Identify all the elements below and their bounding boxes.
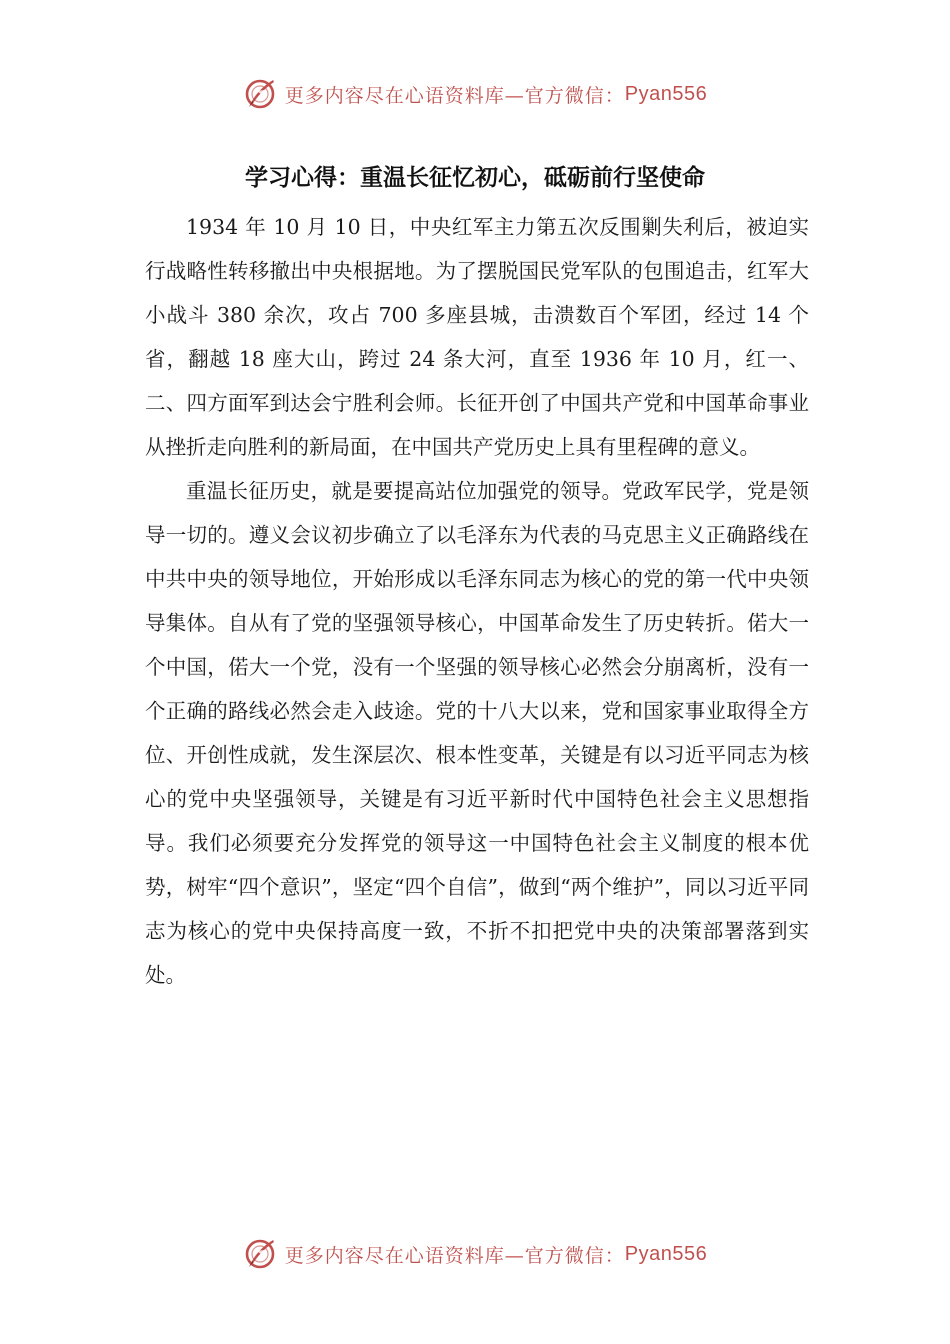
document-title: 学习心得：重温长征忆初心，砥砺前行坚使命	[245, 165, 705, 191]
banner-text: 更多内容尽在心语资料库—官方微信：	[284, 84, 625, 107]
banner-text: 更多内容尽在心语资料库—官方微信：	[284, 1244, 625, 1267]
wechat-id: Pyan556	[624, 82, 708, 105]
paragraph: 1934 年 10 月 10 日，中央红军主力第五次反围剿失利后，被迫实行战略性转移撤出中央根据地。为了摆脱国民党军队的包围追击，红军大小战斗 380 余次，攻占 700 多座县城，击溃数百个军团，经过 14 个省，翻越 18 座大山，跨过 24 条大河，直至 1936 年 10 月，红一、二、四方面军到达会宁胜利会师。长征开创了中国共产党和中国革命事业从挫折走向胜利的新局面，在中国共产党历史上具有里程碑的意义。	[145, 215, 809, 459]
document-body	[145, 205, 809, 997]
quill-pen-logo-icon	[243, 1237, 277, 1271]
quill-pen-logo-icon	[243, 77, 277, 111]
wechat-id: Pyan556	[624, 1242, 708, 1265]
paragraph: 重温长征历史，就是要提高站位加强党的领导。党政军民学，党是领导一切的。遵义会议初步确立了以毛泽东为代表的马克思主义正确路线在中共中央的领导地位，开始形成以毛泽东同志为核心的党的第一代中央领导集体。自从有了党的坚强领导核心，中国革命发生了历史转折。偌大一个中国，偌大一个党，没有一个坚强的领导核心必然会分崩离析，没有一个正确的路线必然会走入歧途。党的十八大以来，党和国家事业取得全方位、开创性成就，发生深层次、根本性变革，关键是有以习近平同志为核心的党中央坚强领导，关键是有习近平新时代中国特色社会主义思想指导。我们必须要充分发挥党的领导这一中国特色社会主义制度的根本优势，树牢“四个意识”，坚定“四个自信”，做到“两个维护”，同以习近平同志为核心的党中央保持高度一致，不折不扣把党中央的决策部署落到实处。	[145, 479, 809, 987]
header-banner	[0, 72, 950, 116]
footer-banner	[0, 1232, 950, 1276]
